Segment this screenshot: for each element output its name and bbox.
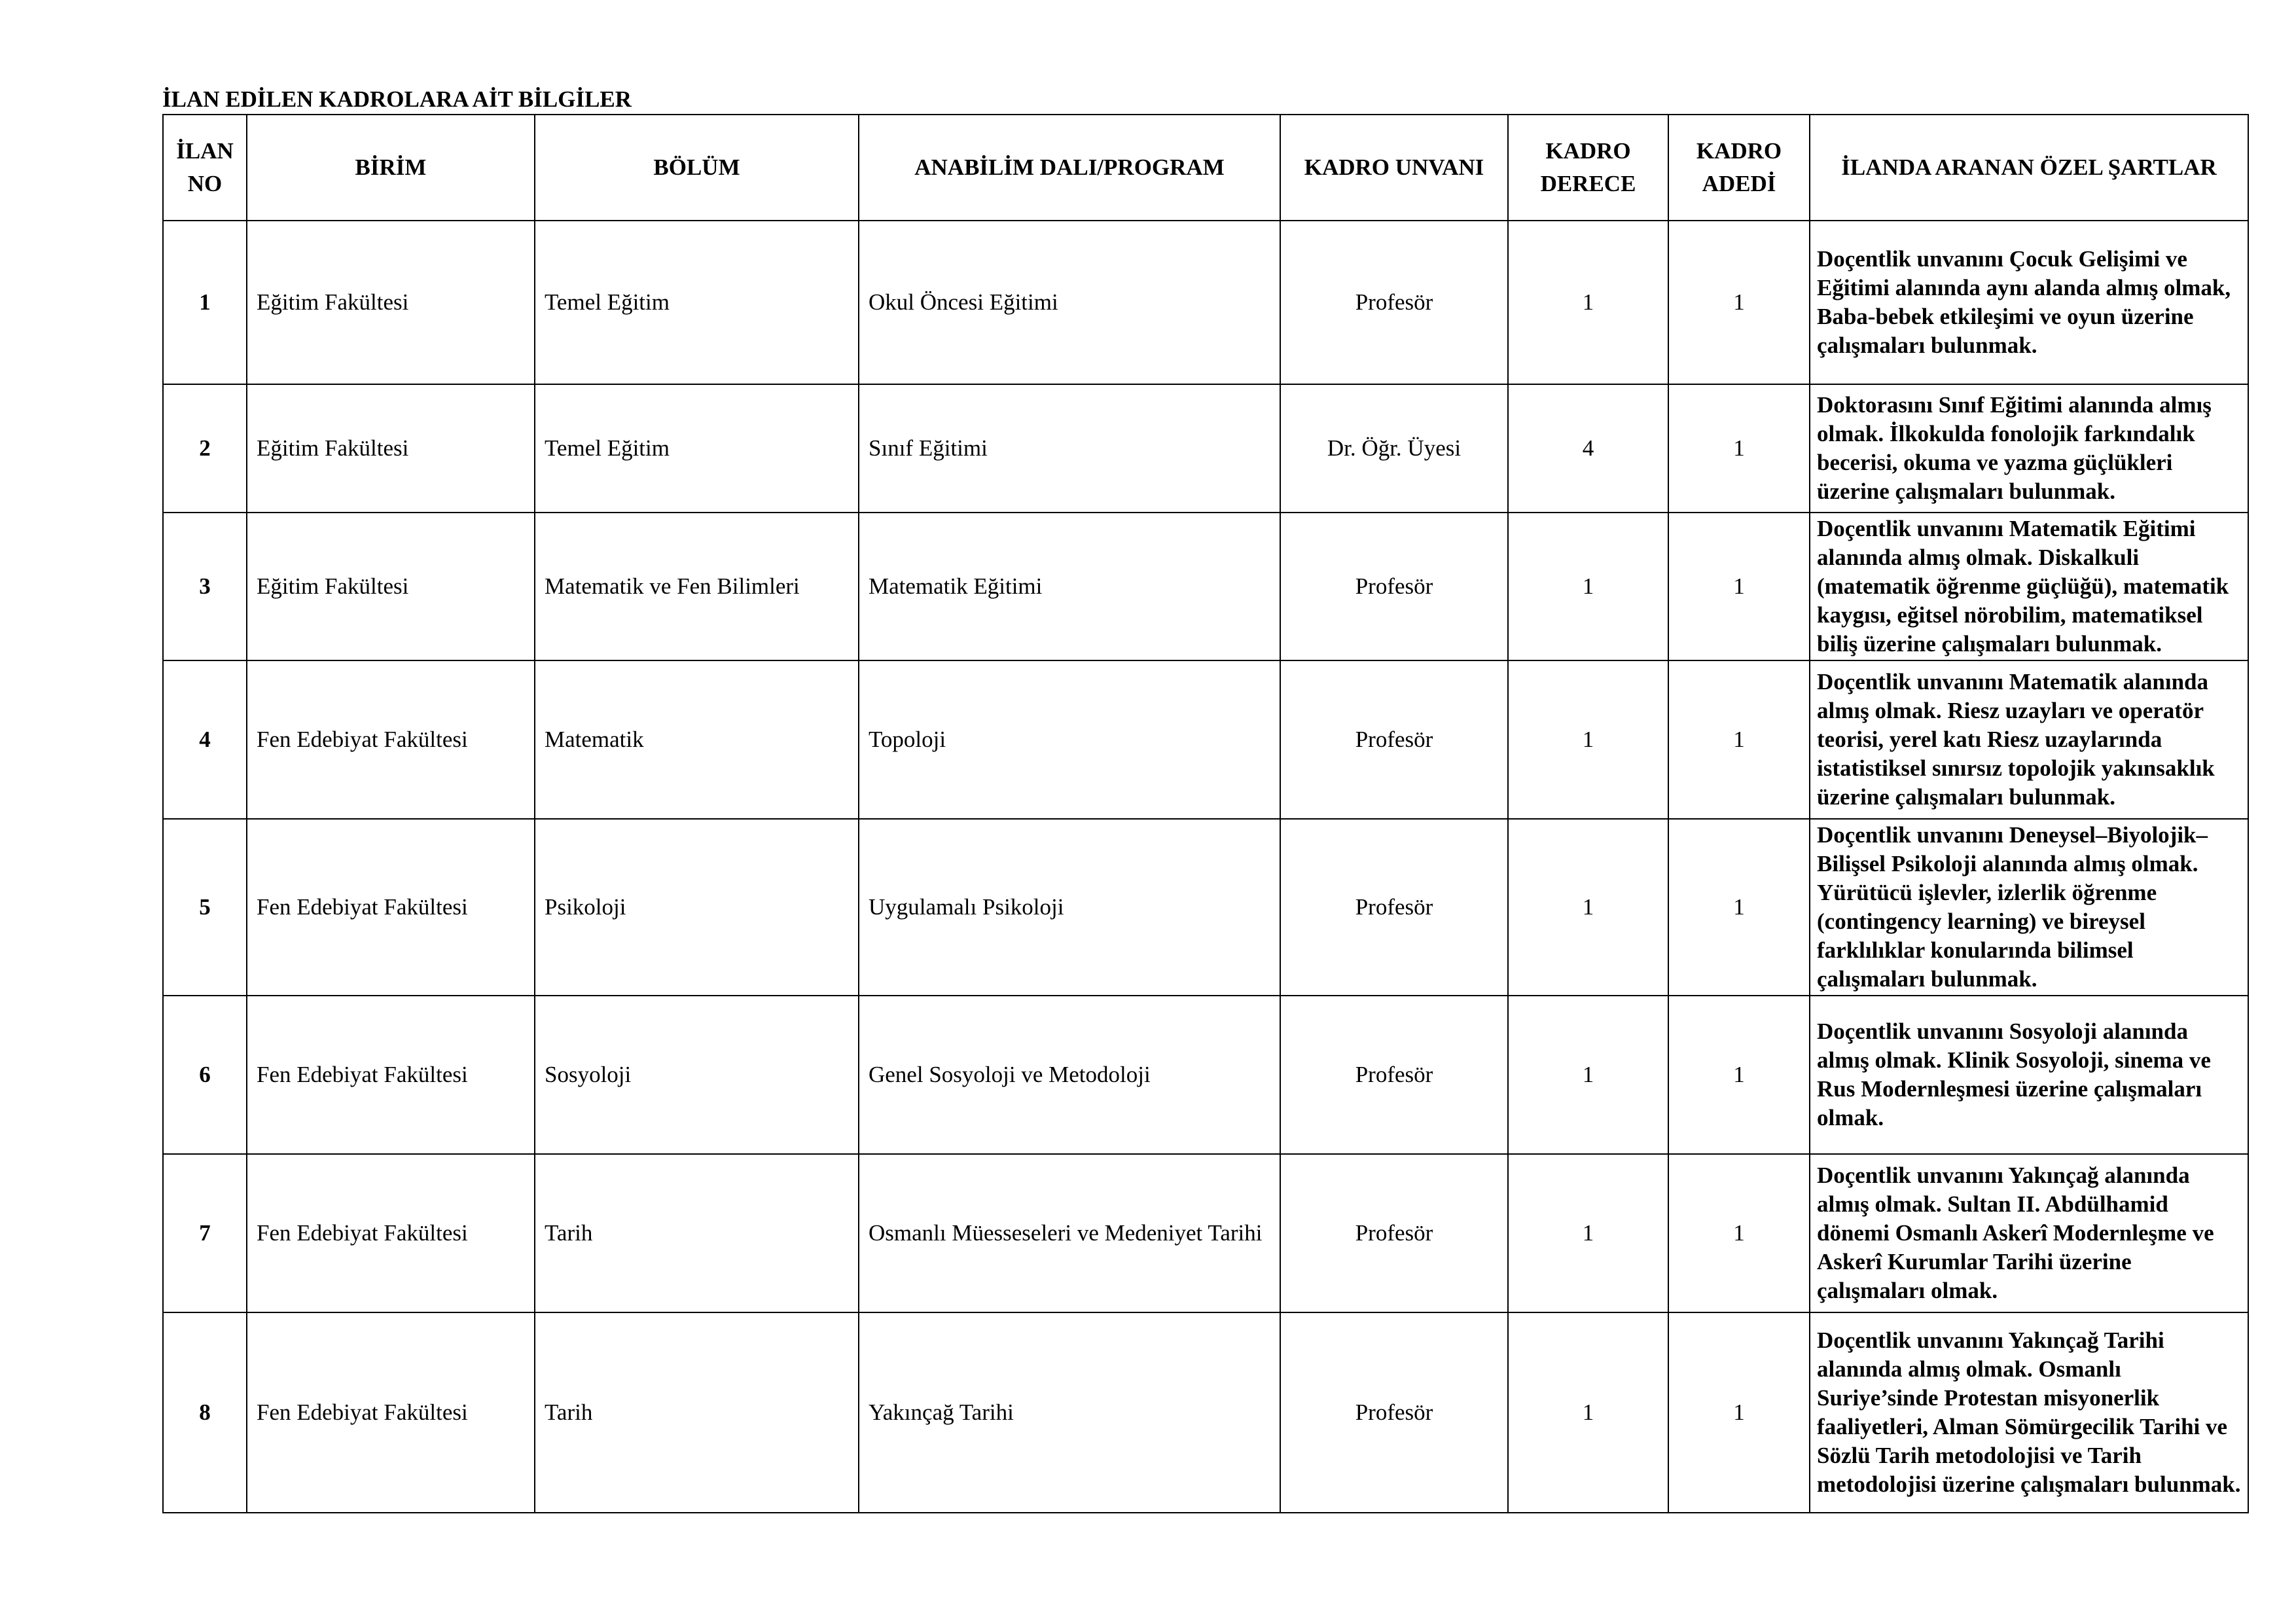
- cell-adet: 1: [1668, 996, 1810, 1154]
- cell-anabilim: Uygulamalı Psikoloji: [859, 819, 1280, 996]
- cell-bolum: Tarih: [535, 1312, 859, 1513]
- cell-birim: Eğitim Fakültesi: [247, 384, 535, 513]
- cell-sartlar: Doçentlik unvanını Deneysel–Biyolojik–Bilişsel Psikoloji alanında almış olmak. Yürütücü işlevler, izlerlik öğrenme (contingency learning) ve bireysel farklılıklar konularında bilimsel çalışmaları bulunmak.: [1810, 819, 2248, 996]
- cell-birim: Fen Edebiyat Fakültesi: [247, 1312, 535, 1513]
- cell-no: 1: [163, 221, 247, 384]
- cell-adet: 1: [1668, 513, 1810, 660]
- table-row: [163, 1154, 2248, 1312]
- cell-no: 4: [163, 660, 247, 819]
- table-row: [163, 513, 2248, 660]
- cell-no: 5: [163, 819, 247, 996]
- cell-unvan: Profesör: [1280, 819, 1508, 996]
- cell-birim: Fen Edebiyat Fakültesi: [247, 1154, 535, 1312]
- cell-adet: 1: [1668, 384, 1810, 513]
- cell-bolum: Temel Eğitim: [535, 221, 859, 384]
- cell-unvan: Profesör: [1280, 513, 1508, 660]
- cell-unvan: Profesör: [1280, 660, 1508, 819]
- cell-bolum: Matematik: [535, 660, 859, 819]
- header-ilan-no: İLAN NO: [163, 115, 247, 221]
- cell-unvan: Dr. Öğr. Üyesi: [1280, 384, 1508, 513]
- header-unvan: KADRO UNVANI: [1280, 115, 1508, 221]
- cell-birim: Fen Edebiyat Fakültesi: [247, 819, 535, 996]
- cell-sartlar: Doçentlik unvanını Çocuk Gelişimi ve Eğitimi alanında aynı alanda almış olmak, Baba-bebek etkileşimi ve oyun üzerine çalışmaları bulunmak.: [1810, 221, 2248, 384]
- cell-adet: 1: [1668, 819, 1810, 996]
- cell-anabilim: Matematik Eğitimi: [859, 513, 1280, 660]
- cell-derece: 1: [1508, 1312, 1668, 1513]
- cell-sartlar: Doktorasını Sınıf Eğitimi alanında almış olmak. İlkokulda fonolojik farkındalık becerisi, okuma ve yazma güçlükleri üzerine çalışmaları bulunmak.: [1810, 384, 2248, 513]
- table-row: [163, 384, 2248, 513]
- cell-no: 8: [163, 1312, 247, 1513]
- header-bolum: BÖLÜM: [535, 115, 859, 221]
- header-row: [163, 115, 2248, 221]
- cell-adet: 1: [1668, 221, 1810, 384]
- cell-sartlar: Doçentlik unvanını Yakınçağ alanında almış olmak. Sultan II. Abdülhamid dönemi Osmanlı Askerî Modernleşme ve Askerî Kurumlar Tarihi üzerine çalışmaları olmak.: [1810, 1154, 2248, 1312]
- kadro-table: [162, 114, 2249, 1513]
- cell-no: 3: [163, 513, 247, 660]
- header-birim: BİRİM: [247, 115, 535, 221]
- cell-sartlar: Doçentlik unvanını Yakınçağ Tarihi alanında almış olmak. Osmanlı Suriye’sinde Protestan misyonerlik faaliyetleri, Alman Sömürgecilik Tarihi ve Sözlü Tarih metodolojisi ve Tarih metodolojisi üzerine çalışmaları bulunmak.: [1810, 1312, 2248, 1513]
- cell-no: 7: [163, 1154, 247, 1312]
- header-derece: KADRO DERECE: [1508, 115, 1668, 221]
- header-anabilim: ANABİLİM DALI/PROGRAM: [859, 115, 1280, 221]
- cell-sartlar: Doçentlik unvanını Matematik alanında almış olmak. Riesz uzayları ve operatör teorisi, yerel katı Riesz uzaylarında istatistiksel sınırsız topolojik yakınsaklık üzerine çalışmaları bulunmak.: [1810, 660, 2248, 819]
- cell-no: 2: [163, 384, 247, 513]
- cell-anabilim: Osmanlı Müesseseleri ve Medeniyet Tarihi: [859, 1154, 1280, 1312]
- cell-bolum: Psikoloji: [535, 819, 859, 996]
- cell-bolum: Temel Eğitim: [535, 384, 859, 513]
- cell-no: 6: [163, 996, 247, 1154]
- table-row: [163, 996, 2248, 1154]
- cell-birim: Eğitim Fakültesi: [247, 221, 535, 384]
- cell-derece: 1: [1508, 996, 1668, 1154]
- table-row: [163, 819, 2248, 996]
- cell-anabilim: Okul Öncesi Eğitimi: [859, 221, 1280, 384]
- cell-unvan: Profesör: [1280, 1154, 1508, 1312]
- cell-birim: Eğitim Fakültesi: [247, 513, 535, 660]
- cell-sartlar: Doçentlik unvanını Sosyoloji alanında almış olmak. Klinik Sosyoloji, sinema ve Rus Modernleşmesi üzerine çalışmaları olmak.: [1810, 996, 2248, 1154]
- cell-derece: 1: [1508, 221, 1668, 384]
- cell-derece: 1: [1508, 660, 1668, 819]
- table-row: [163, 1312, 2248, 1513]
- cell-bolum: Tarih: [535, 1154, 859, 1312]
- cell-unvan: Profesör: [1280, 221, 1508, 384]
- cell-bolum: Matematik ve Fen Bilimleri: [535, 513, 859, 660]
- cell-adet: 1: [1668, 660, 1810, 819]
- header-sartlar: İLANDA ARANAN ÖZEL ŞARTLAR: [1810, 115, 2248, 221]
- cell-derece: 1: [1508, 819, 1668, 996]
- cell-derece: 4: [1508, 384, 1668, 513]
- cell-derece: 1: [1508, 1154, 1668, 1312]
- header-adet: KADRO ADEDİ: [1668, 115, 1810, 221]
- cell-derece: 1: [1508, 513, 1668, 660]
- cell-unvan: Profesör: [1280, 996, 1508, 1154]
- cell-adet: 1: [1668, 1312, 1810, 1513]
- cell-sartlar: Doçentlik unvanını Matematik Eğitimi alanında almış olmak. Diskalkuli (matematik öğrenme güçlüğü), matematik kaygısı, eğitsel nörobilim, matematiksel biliş üzerine çalışmaları bulunmak.: [1810, 513, 2248, 660]
- cell-anabilim: Yakınçağ Tarihi: [859, 1312, 1280, 1513]
- cell-bolum: Sosyoloji: [535, 996, 859, 1154]
- cell-anabilim: Sınıf Eğitimi: [859, 384, 1280, 513]
- cell-anabilim: Topoloji: [859, 660, 1280, 819]
- table-row: [163, 221, 2248, 384]
- cell-unvan: Profesör: [1280, 1312, 1508, 1513]
- cell-birim: Fen Edebiyat Fakültesi: [247, 996, 535, 1154]
- cell-anabilim: Genel Sosyoloji ve Metodoloji: [859, 996, 1280, 1154]
- page-title: İLAN EDİLEN KADROLARA AİT BİLGİLER: [162, 86, 632, 112]
- table-row: [163, 660, 2248, 819]
- cell-birim: Fen Edebiyat Fakültesi: [247, 660, 535, 819]
- cell-adet: 1: [1668, 1154, 1810, 1312]
